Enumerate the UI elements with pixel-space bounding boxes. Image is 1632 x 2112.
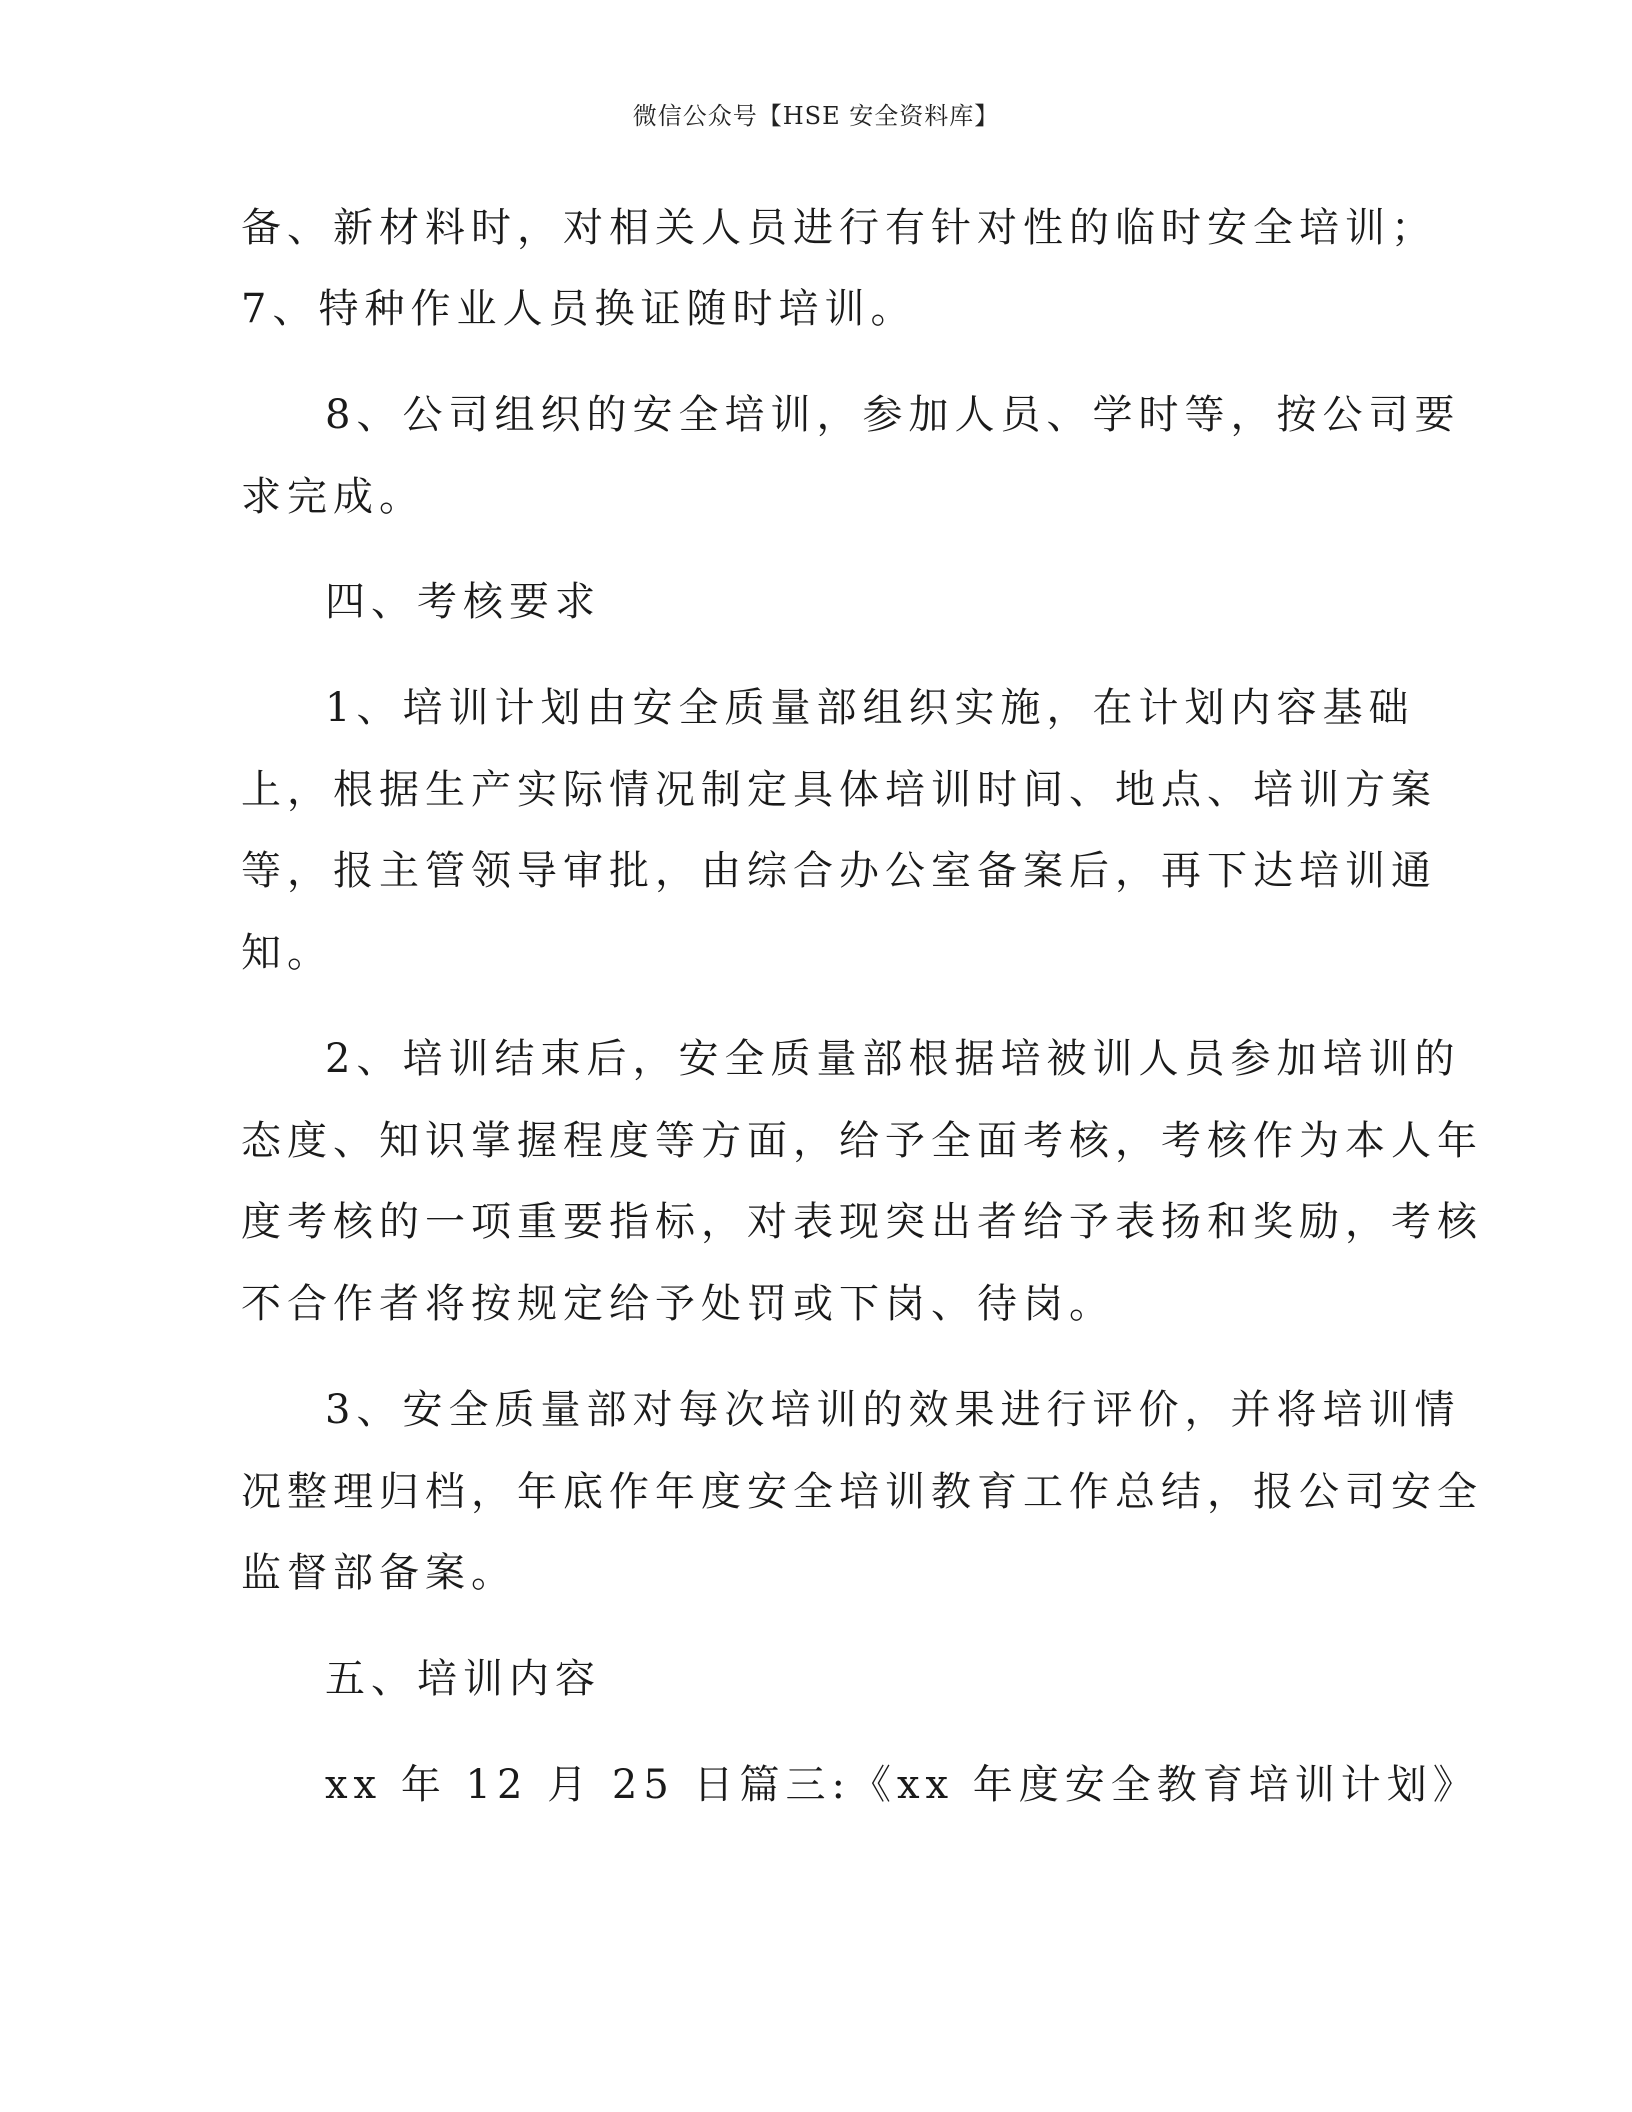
text-line: 1、培训计划由安全质量部组织实施，在计划内容基础 — [325, 685, 1415, 731]
section-heading: 五、培训内容 — [325, 1656, 601, 1702]
page-header: 微信公众号【HSE 安全资料库】 — [632, 102, 1000, 130]
text-line: 上，根据生产实际情况制定具体培训时间、地点、培训方案 — [241, 767, 1437, 813]
text-line: 况整理归档，年底作年度安全培训教育工作总结，报公司安全 — [241, 1469, 1483, 1515]
text-line: 态度、知识掌握程度等方面，给予全面考核，考核作为本人年 — [241, 1118, 1483, 1164]
text-line: 3、安全质量部对每次培训的效果进行评价，并将培训情 — [325, 1387, 1461, 1433]
text-line: 不合作者将按规定给予处罚或下岗、待岗。 — [241, 1281, 1115, 1327]
text-line: 求完成。 — [241, 474, 425, 520]
text-line: 知。 — [241, 930, 333, 976]
text-line: xx 年 12 月 25 日篇三:《xx 年度安全教育培训计划》 — [325, 1762, 1479, 1808]
text-line: 度考核的一项重要指标，对表现突出者给予表扬和奖励，考核 — [241, 1199, 1483, 1245]
text-line: 2、培训结束后，安全质量部根据培被训人员参加培训的 — [325, 1036, 1461, 1082]
section-heading: 四、考核要求 — [325, 579, 601, 625]
text-line: 备、新材料时，对相关人员进行有针对性的临时安全培训； — [241, 205, 1437, 251]
text-line: 监督部备案。 — [241, 1550, 517, 1596]
text-line: 8、公司组织的安全培训，参加人员、学时等，按公司要 — [325, 392, 1461, 438]
text-line: 等，报主管领导审批，由综合办公室备案后，再下达培训通 — [241, 848, 1437, 894]
text-line: 7、特种作业人员换证随时培训。 — [241, 286, 917, 332]
